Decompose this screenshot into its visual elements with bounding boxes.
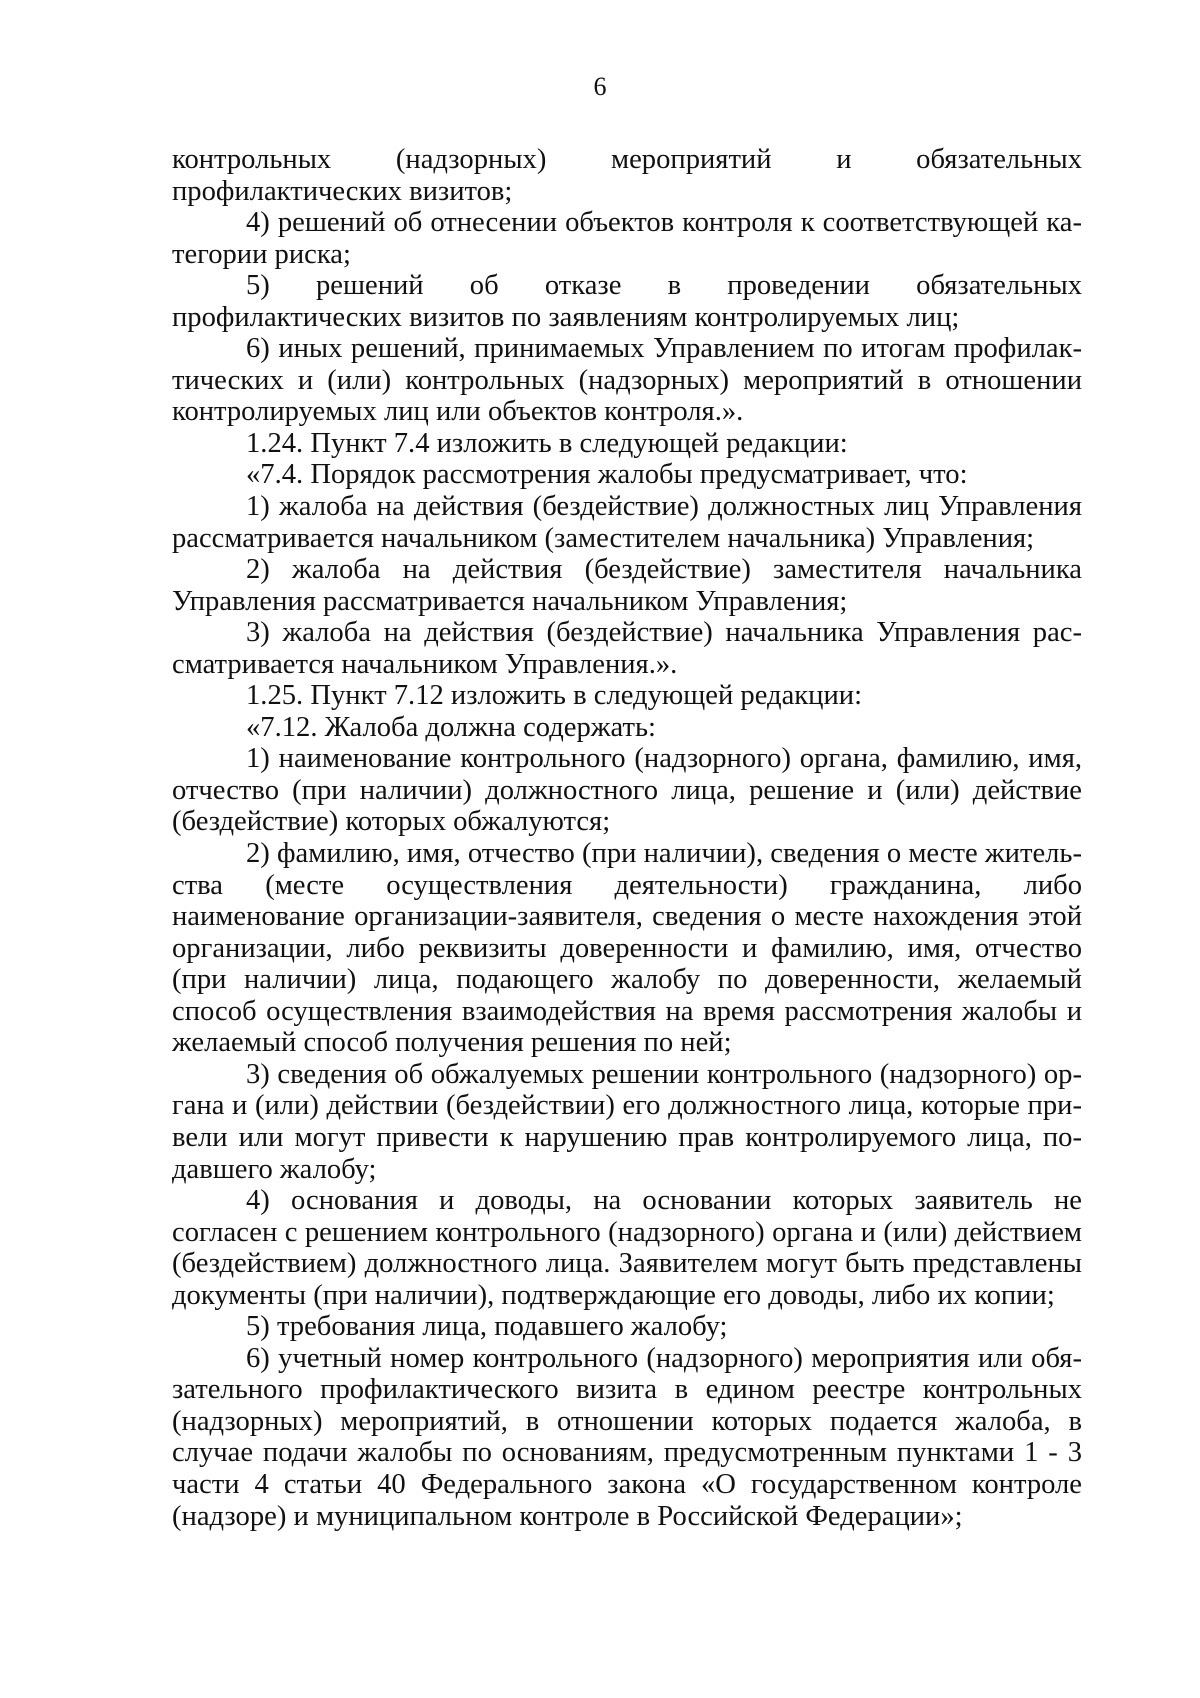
- paragraph: 3) жалоба на действия (бездействие) начальника Управления рассматривается начальником Управления.».: [172, 617, 1082, 680]
- page-number: 6: [593, 72, 607, 101]
- paragraph: 6) учетный номер контрольного (надзорного) мероприятия или обязательного профилактического визита в едином реестре контрольных (надзорных) мероприятий, в отношении которых подается жалоба, в случае подачи жалобы по основаниям, предусмотренным пунктами 1 - 3 части 4 статьи 40 Федерального закона «О государственном контроле (надзоре) и муниципальном контроле в Российской Федерации»;: [172, 1342, 1082, 1532]
- paragraph: 4) основания и доводы, на основании которых заявитель не согласен с решением контрольного (надзорного) органа и (или) действием (бездействием) должностного лица. Заявителем могут быть представлены документы (при наличии), подтверждающие его доводы, либо их копии;: [172, 1185, 1082, 1311]
- paragraph: «7.12. Жалоба должна содержать:: [246, 711, 656, 743]
- paragraph: 4) решений об отнесении объектов контроля к соответствующей категории риска;: [172, 207, 1082, 270]
- paragraph: 1) наименование контрольного (надзорного) органа, фамилию, имя, отчество (при наличии) должностного лица, решение и (или) действие (бездействие) которых обжалуются;: [172, 743, 1082, 838]
- paragraph: 5) требования лица, подавшего жалобу;: [246, 1311, 728, 1343]
- paragraph: 1.25. Пункт 7.12 изложить в следующей редакции:: [246, 680, 863, 712]
- paragraph: 1.24. Пункт 7.4 изложить в следующей редакции:: [246, 427, 848, 459]
- paragraph: «7.4. Порядок рассмотрения жалобы предусматривает, что:: [246, 459, 968, 491]
- paragraph: контрольных (надзорных) мероприятий и обязательных профилактических визитов;: [172, 144, 1082, 207]
- paragraph: 2) фамилию, имя, отчество (при наличии), сведения о месте жительства (месте осуществления деятельности) гражданина, либо наименование организации-заявителя, сведения о месте нахождения этой организации, либо реквизиты доверенности и фамилию, имя, отчество (при наличии) лица, подающего жалобу по доверенности, желаемый способ осуществления взаимодействия на время рассмотрения жалобы и желаемый способ получения решения по ней;: [172, 838, 1082, 1059]
- paragraph: 1) жалоба на действия (бездействие) должностных лиц Управления рассматривается начальником (заместителем начальника) Управления;: [172, 491, 1082, 554]
- document-body: [172, 144, 1082, 1532]
- paragraph: 2) жалоба на действия (бездействие) заместителя начальника Управления рассматривается начальником Управления;: [172, 554, 1082, 617]
- paragraph: 6) иных решений, принимаемых Управлением по итогам профилактических и (или) контрольных (надзорных) мероприятий в отношении контролируемых лиц или объектов контроля.».: [172, 333, 1082, 428]
- paragraph: 5) решений об отказе в проведении обязательных профилактических визитов по заявлениям контролируемых лиц;: [172, 270, 1082, 333]
- paragraph: 3) сведения об обжалуемых решении контрольного (надзорного) органа и (или) действии (бездействии) его должностного лица, которые привели или могут привести к нарушению прав контролируемого лица, подавшего жалобу;: [172, 1058, 1082, 1185]
